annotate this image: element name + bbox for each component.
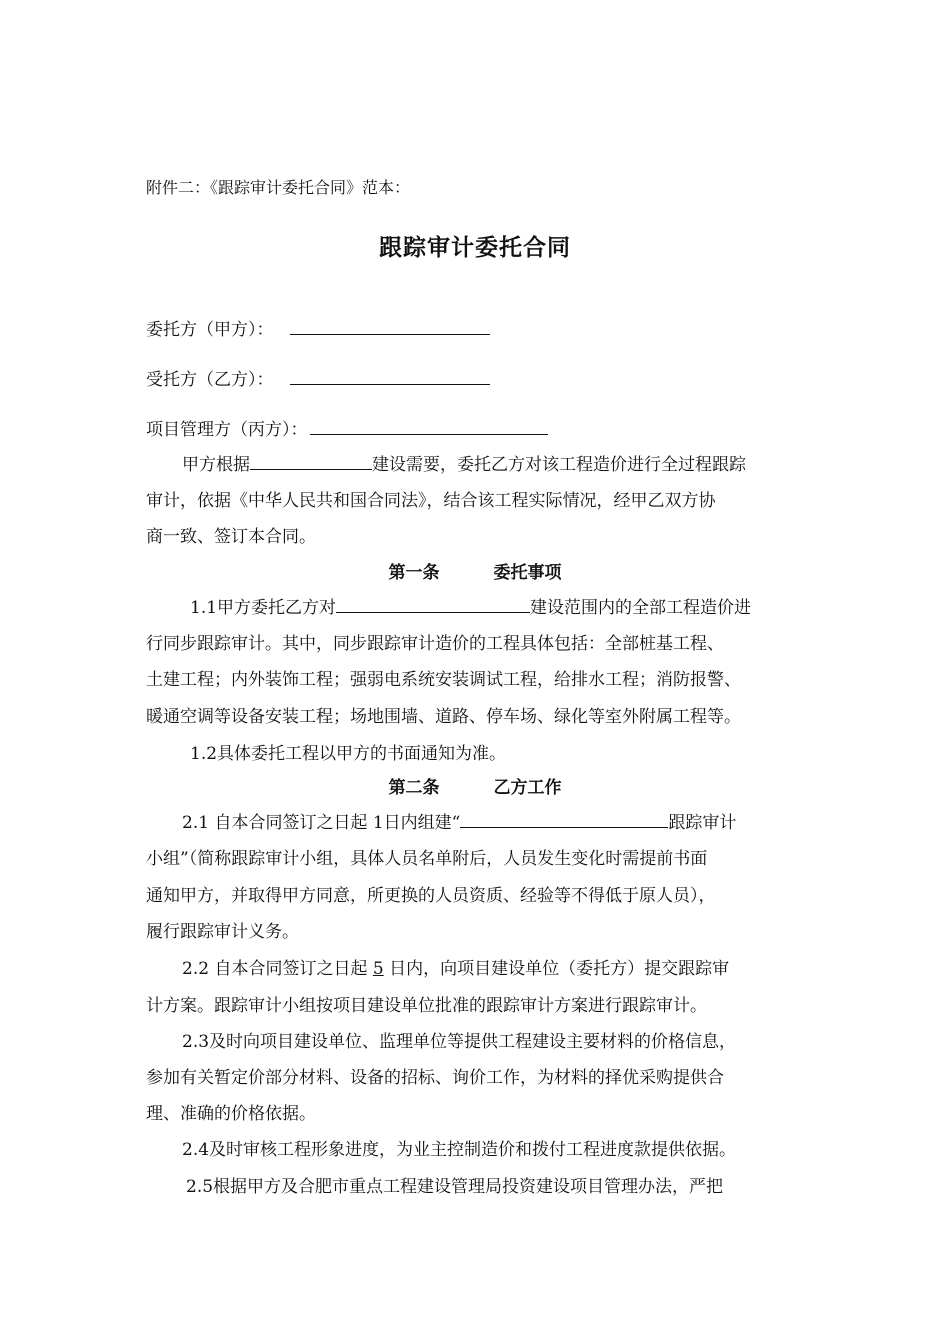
attachment-label: 附件二：《跟踪审计委托合同》范本： [146, 178, 411, 197]
team-name-blank[interactable] [460, 810, 668, 828]
clause-2-3-line-1: 2.3及时向项目建设单位、监理单位等提供工程建设主要材料的价格信息， [182, 1032, 737, 1052]
project-name-blank[interactable] [250, 452, 372, 470]
clause-2-1-line-3: 通知甲方，并取得甲方同意，所更换的人员资质、经验等不得低于原人员）， [146, 886, 716, 906]
party-a-line [146, 316, 826, 342]
clause-2-4: 2.4及时审核工程形象进度，为业主控制造价和拨付工程进度款提供依据。 [182, 1140, 737, 1160]
clause-1-1-line-4: 暖通空调等设备安装工程；场地围墙、道路、停车场、绿化等室外附属工程等。 [146, 707, 741, 727]
clause-text: 1.1甲方委托乙方对 [190, 598, 337, 618]
clause-1-1-line-2: 行同步跟踪审计。其中，同步跟踪审计造价的工程具体包括：全部桩基工程、 [146, 634, 724, 654]
preamble-text: 甲方根据 [182, 455, 250, 475]
contract-title: 跟踪审计委托合同 [379, 235, 571, 261]
days-value: 5 [372, 959, 384, 979]
party-b-blank[interactable] [290, 366, 490, 385]
article-1-heading [0, 561, 950, 585]
article-2-title: 乙方工作 [493, 778, 562, 798]
party-c-label: 项目管理方（丙方）： [146, 420, 308, 440]
preamble-line-2: 审计，依据《中华人民共和国合同法》，结合该工程实际情况，经甲乙双方协 [146, 491, 716, 511]
article-2-number: 第二条 [388, 778, 440, 798]
clause-text: 日内，向项目建设单位（委托方）提交跟踪审 [383, 959, 730, 979]
preamble-line-3: 商一致、签订本合同。 [146, 527, 316, 547]
party-c-line [146, 416, 826, 442]
party-a-blank[interactable] [290, 316, 490, 335]
clause-2-1-line-4: 履行跟踪审计义务。 [146, 922, 299, 942]
clause-text: 建设范围内的全部工程造价进 [530, 598, 752, 618]
article-1-number: 第一条 [388, 563, 440, 583]
clause-2-1-line-2: 小组”（简称跟踪审计小组，具体人员名单附后，人员发生变化时需提前书面 [146, 849, 708, 869]
preamble-text: 建设需要，委托乙方对该工程造价进行全过程跟踪 [372, 455, 746, 475]
article-2-heading [0, 776, 950, 800]
scope-blank[interactable] [336, 595, 530, 613]
clause-2-5: 2.5根据甲方及合肥市重点工程建设管理局投资建设项目管理办法，严把 [186, 1177, 724, 1197]
clause-text: 跟踪审计 [668, 813, 737, 833]
party-c-blank[interactable] [310, 416, 548, 435]
clause-2-2-line-2: 计方案。跟踪审计小组按项目建设单位批准的跟踪审计方案进行跟踪审计。 [146, 996, 707, 1016]
clause-text: 2.2 自本合同签订之日起 [182, 959, 373, 979]
party-b-label: 受托方（乙方）： [146, 370, 274, 390]
clause-1-1-line-3: 土建工程；内外装饰工程；强弱电系统安装调试工程，给排水工程；消防报警、 [146, 670, 741, 690]
clause-2-1-line-1 [182, 810, 862, 835]
clause-text: 2.1 自本合同签订之日起 1日内组建“ [182, 813, 461, 833]
article-1-title: 委托事项 [493, 563, 562, 583]
preamble-line-1 [182, 452, 862, 477]
clause-2-2-line-1 [182, 957, 862, 981]
party-a-label: 委托方（甲方）： [146, 320, 274, 340]
clause-1-1-line-1 [190, 595, 870, 620]
clause-2-3-line-2: 参加有关暂定价部分材料、设备的招标、询价工作，为材料的择优采购提供合 [146, 1068, 724, 1088]
clause-1-2: 1.2具体委托工程以甲方的书面通知为准。 [190, 744, 507, 764]
clause-2-3-line-3: 理、准确的价格依据。 [146, 1104, 316, 1124]
party-b-line [146, 366, 826, 392]
